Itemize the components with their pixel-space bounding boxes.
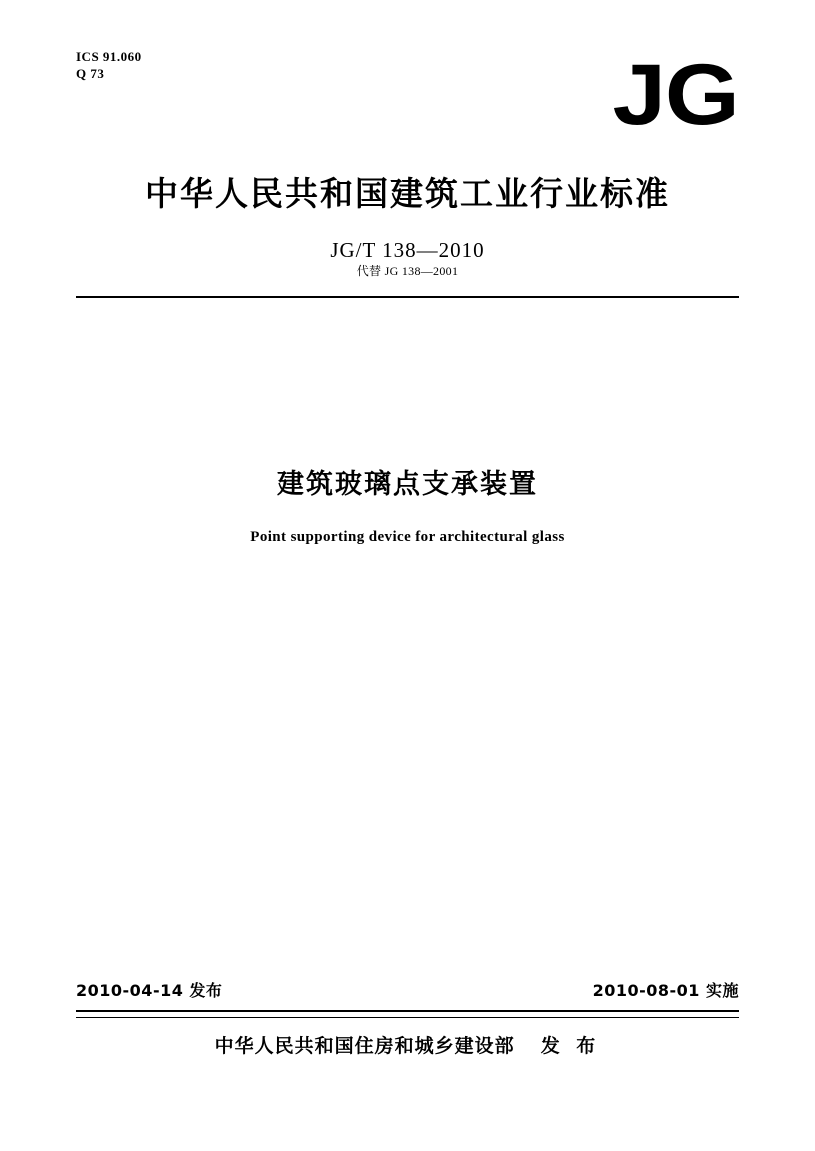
standard-number: JG/T 138—2010 [330, 238, 485, 262]
subject-title-chinese: 建筑玻璃点支承装置 [277, 469, 538, 500]
publisher-name: 中华人民共和国住房和城乡建设部 [214, 1035, 515, 1057]
page-title: 中华人民共和国建筑工业行业标准 [145, 174, 670, 213]
effective-date: 2010-08-01 实施 [592, 981, 739, 1000]
publisher-line [0, 1031, 815, 1058]
ccs-code: Q 73 [76, 66, 105, 81]
subject-title-english: Point supporting device for architectural glass [250, 529, 565, 545]
ics-classification-block [76, 48, 142, 82]
ics-code: ICS 91.060 [76, 49, 142, 64]
publish-verb: 发 布 [540, 1035, 601, 1057]
issue-date: 2010-04-14 发布 [76, 981, 223, 1000]
divider-top [76, 296, 739, 298]
replaced-standard: 代替 JG 138—2001 [356, 264, 459, 278]
divider-bottom [76, 1010, 739, 1012]
jg-logo: JG [612, 47, 739, 143]
divider-bottom-thin [76, 1017, 739, 1018]
